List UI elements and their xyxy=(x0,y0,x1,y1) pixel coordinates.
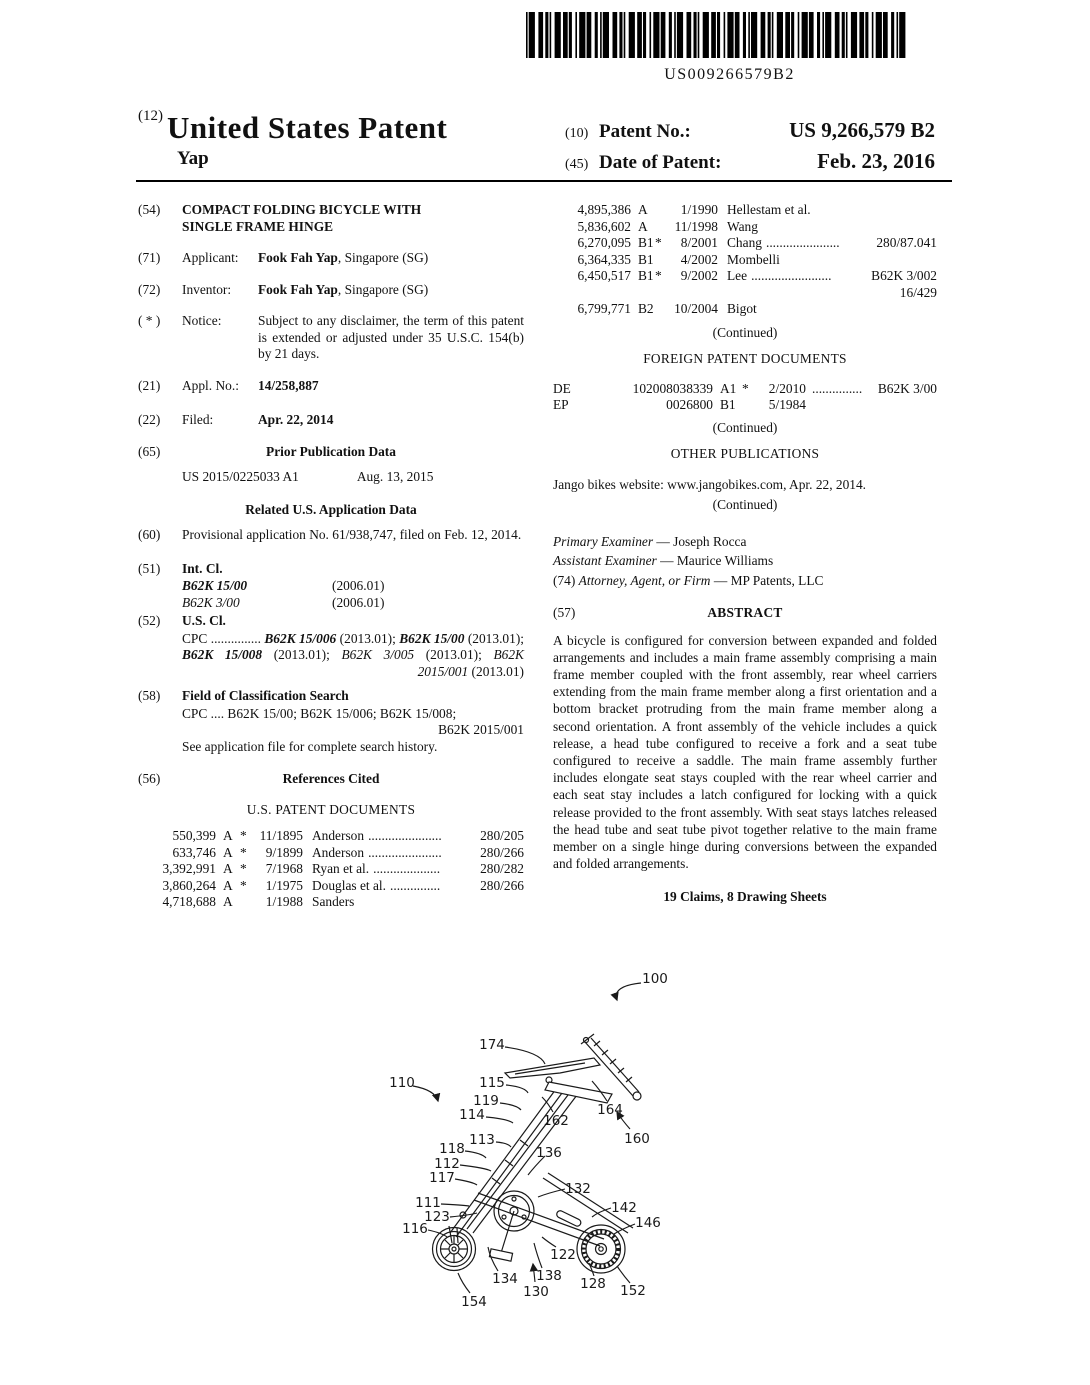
ref-class: 280/205 xyxy=(480,828,524,843)
figure-ref-label: 138 xyxy=(536,1268,562,1284)
search-cpc-line2: B62K 2015/001 xyxy=(438,722,524,737)
us-cl-heading: U.S. Cl. xyxy=(182,613,226,628)
ref-dots xyxy=(762,219,933,236)
ref-date: 7/1968 xyxy=(265,861,303,876)
ref-name: Wang xyxy=(727,218,758,234)
ref-kind: B1 xyxy=(638,251,654,267)
ref-dots xyxy=(761,301,933,318)
ref-number: 4,718,688 xyxy=(162,894,216,909)
ref-kind: B2 xyxy=(638,301,654,316)
related-app-heading: Related U.S. Application Data xyxy=(245,501,417,517)
figure-ref-label: 130 xyxy=(523,1284,549,1300)
tag-57: (57) xyxy=(553,605,576,620)
tag-71: (71) xyxy=(138,250,161,265)
figure-ref-label: 113 xyxy=(469,1132,495,1148)
filed-label: Filed: xyxy=(182,412,214,427)
ref-date: 4/2002 xyxy=(680,251,718,267)
ref-dots: ...................... xyxy=(368,828,442,843)
primary-examiner-line xyxy=(553,534,937,551)
applicant-label: Applicant: xyxy=(182,250,239,265)
ref-name: Chang xyxy=(727,235,762,250)
front-wheel xyxy=(433,1228,476,1271)
ref-number: 633,746 xyxy=(172,844,216,860)
us-reference-row xyxy=(138,861,524,878)
ref-kind: B1 xyxy=(638,268,654,283)
tag-45: (45) xyxy=(565,157,589,172)
assistant-examiner-label: Assistant Examiner xyxy=(553,553,657,568)
figure-ref-label: 116 xyxy=(402,1221,428,1237)
int-cl-version: (2006.01) xyxy=(332,578,385,593)
barcode-region xyxy=(522,12,937,84)
tag-star: ( * ) xyxy=(138,313,161,328)
int-cl-row xyxy=(182,595,524,612)
notice-label: Notice: xyxy=(182,313,222,328)
ref-number: 102008038339 xyxy=(632,380,713,396)
ref-star: * xyxy=(240,828,247,843)
prior-publication-heading: Prior Publication Data xyxy=(266,443,396,459)
figure-ref-label: 162 xyxy=(543,1113,569,1129)
ref-date: 1/1990 xyxy=(680,202,718,217)
ref-date: 1/1988 xyxy=(265,894,303,909)
tag-52: (52) xyxy=(138,613,161,628)
us-reference-row xyxy=(553,219,937,236)
continued-note: (Continued) xyxy=(712,497,778,512)
cpc-classification-text: CPC ............... B62K 15/006 (2013.01); B62K 15/00 (2013.01); B62K 15/008 (2013.01); B62K 3/005 (2013.01); B62K 2015/001 (2013.01) xyxy=(182,630,524,679)
figure-region xyxy=(368,948,732,1332)
header-right xyxy=(565,118,935,180)
assistant-examiner-name: — Maurice Williams xyxy=(660,553,774,568)
ref-number: 3,392,991 xyxy=(162,861,216,876)
attorney-label: Attorney, Agent, or Firm xyxy=(578,572,711,588)
figure-ref-label: 160 xyxy=(624,1131,650,1147)
field-51-int-cl xyxy=(138,561,524,578)
figure-ref-label: 114 xyxy=(459,1107,485,1123)
header-left xyxy=(138,108,447,170)
ref-kind: A xyxy=(223,894,233,909)
field-search-heading: Field of Classification Search xyxy=(182,688,349,703)
ref-name: Anderson xyxy=(312,844,365,860)
int-cl-row xyxy=(182,578,524,595)
ref-star xyxy=(655,301,668,318)
ref-number: 6,270,095 xyxy=(577,235,631,250)
us-reference-row xyxy=(138,845,524,862)
search-history-note: See application file for complete search history. xyxy=(182,738,438,754)
other-publications-heading: OTHER PUBLICATIONS xyxy=(670,446,820,461)
ref-number: 0026800 xyxy=(666,397,713,412)
field-60-provisional xyxy=(138,527,524,544)
ref-country: EP xyxy=(553,397,569,412)
barcode-number: US009266579B2 xyxy=(664,66,795,83)
ref-kind: A xyxy=(638,218,648,234)
us-reference-row xyxy=(553,268,937,285)
int-cl-version: (2006.01) xyxy=(332,594,385,610)
ref-star: * xyxy=(742,380,749,396)
invention-title: COMPACT FOLDING BICYCLE WITH SINGLE FRAME HINGE xyxy=(182,202,422,234)
ref-name: Bigot xyxy=(727,301,757,316)
patent-date-label: Date of Patent: xyxy=(599,152,722,173)
ref-name: Sanders xyxy=(312,894,355,909)
foreign-patent-documents-heading: FOREIGN PATENT DOCUMENTS xyxy=(643,351,847,366)
ref-star xyxy=(655,219,668,236)
claims-drawing-sheets-line: 19 Claims, 8 Drawing Sheets xyxy=(663,889,827,905)
figure-ref-label: 118 xyxy=(439,1141,465,1157)
tag-56: (56) xyxy=(138,771,161,786)
attorney-name: — MP Patents, LLC xyxy=(713,572,824,588)
field-65-heading-row xyxy=(138,444,524,461)
applicant-location: , Singapore (SG) xyxy=(337,250,429,265)
ref-date: 9/1899 xyxy=(265,844,303,860)
ref-date: 8/2001 xyxy=(680,235,718,250)
ref-name: Lee xyxy=(727,268,748,283)
page-title: United States Patent xyxy=(167,110,448,145)
ref-name: Mombelli xyxy=(727,251,780,267)
ref-number: 6,799,771 xyxy=(577,301,631,316)
abstract-heading: ABSTRACT xyxy=(707,605,783,620)
inventor-location: , Singapore (SG) xyxy=(337,281,429,297)
figure-ref-label: 111 xyxy=(415,1195,441,1211)
patent-date-row xyxy=(565,149,935,174)
ref-dots xyxy=(731,285,896,302)
barcode-image xyxy=(524,12,936,60)
ref-class: B62K 3/00 xyxy=(877,380,937,396)
field-71-applicant xyxy=(138,250,524,267)
tag-74: (74) xyxy=(553,572,576,588)
ref-number: 3,860,264 xyxy=(162,877,216,893)
ref-date: 10/2004 xyxy=(674,301,718,316)
ref-dots: .................... xyxy=(373,861,441,876)
figure-ref-label: 123 xyxy=(424,1209,450,1225)
ref-kind: A xyxy=(223,877,233,893)
figure-ref-label: 134 xyxy=(492,1271,518,1287)
ref-country: DE xyxy=(553,380,571,396)
ref-class: 280/282 xyxy=(480,861,524,876)
figure-ref-label: 115 xyxy=(479,1075,505,1091)
ref-date: 11/1998 xyxy=(674,218,718,234)
us-patent-documents-heading: U.S. PATENT DOCUMENTS xyxy=(246,801,416,817)
ref-number: 4,895,386 xyxy=(577,202,631,217)
publication-number: US 2015/0225033 A1 xyxy=(182,469,299,484)
figure-ref-label: 128 xyxy=(580,1276,606,1292)
ref-class: 280/87.041 xyxy=(876,235,937,250)
field-notice xyxy=(138,313,524,363)
int-cl-heading: Int. Cl. xyxy=(182,560,223,576)
ref-number: 6,364,335 xyxy=(577,251,631,267)
tag-10: (10) xyxy=(565,126,589,141)
prior-publication-row xyxy=(182,469,524,486)
applicant-value xyxy=(258,250,524,267)
saddle xyxy=(505,1058,600,1083)
ref-date xyxy=(668,285,718,302)
us-reference-row xyxy=(553,202,937,219)
ref-class-continuation: 16/429 xyxy=(899,284,937,300)
ref-star xyxy=(742,397,754,414)
ref-date: 1/1975 xyxy=(265,877,303,893)
foreign-reference-row xyxy=(553,397,937,414)
figure-ref-label: 119 xyxy=(473,1093,499,1109)
us-reference-row xyxy=(553,235,937,252)
ref-date: 5/1984 xyxy=(768,397,806,412)
field-21-appl-no xyxy=(138,378,524,395)
ref-kind: A xyxy=(223,861,233,876)
abstract-heading-row xyxy=(553,605,937,622)
search-cpc-line1: CPC .... B62K 15/00; B62K 15/006; B62K 15/008; xyxy=(182,705,457,721)
ref-star: * xyxy=(655,235,662,250)
primary-examiner-name: — Joseph Rocca xyxy=(656,533,747,549)
inventor-label: Inventor: xyxy=(182,281,232,297)
foreign-reference-row xyxy=(553,381,937,398)
ref-name: Anderson xyxy=(312,828,365,843)
field-54-title xyxy=(138,202,468,235)
ref-class: 280/266 xyxy=(480,877,524,893)
figure-ref-label: 174 xyxy=(479,1037,505,1053)
header-divider xyxy=(136,180,952,182)
figure-ref-label: 117 xyxy=(429,1170,455,1186)
other-publication-entry: Jango bikes website: www.jangobikes.com, Apr. 22, 2014. xyxy=(553,476,867,492)
ref-name: Ryan et al. xyxy=(312,861,370,876)
ref-dots: ............... xyxy=(812,380,863,396)
kind-code-12: (12) xyxy=(138,108,163,124)
ref-date: 11/1895 xyxy=(259,828,303,843)
ref-dots: ...................... xyxy=(368,844,442,860)
continued-note: (Continued) xyxy=(712,419,778,435)
ref-star: * xyxy=(655,268,662,283)
patent-number-value: US 9,266,579 B2 xyxy=(789,118,935,142)
ref-dots xyxy=(812,397,931,414)
primary-examiner-label: Primary Examiner xyxy=(553,533,654,549)
field-52-us-cl xyxy=(138,613,524,630)
ref-kind: A xyxy=(638,202,648,217)
field-72-inventor xyxy=(138,282,524,299)
figure-ref-label: 154 xyxy=(461,1294,487,1310)
tag-58: (58) xyxy=(138,688,161,703)
ref-star xyxy=(240,894,253,911)
tag-54: (54) xyxy=(138,202,161,217)
tag-51: (51) xyxy=(138,560,161,576)
ref-number: 6,450,517 xyxy=(577,268,631,283)
ref-kind: B1 xyxy=(720,397,736,412)
right-column xyxy=(553,202,937,906)
ref-date: 9/2002 xyxy=(680,268,718,283)
figure-ref-label: 112 xyxy=(434,1156,460,1172)
attorney-line xyxy=(553,573,937,590)
figure-ref-label: 136 xyxy=(536,1145,562,1161)
figure-ref-label: 100 xyxy=(642,971,668,987)
publication-date: Aug. 13, 2015 xyxy=(356,469,434,484)
us-reference-row xyxy=(553,252,937,269)
ref-star: * xyxy=(240,844,247,860)
ref-dots xyxy=(358,894,520,911)
figure-ref-label: 132 xyxy=(565,1181,591,1197)
abstract-text: A bicycle is configured for conversion between expanded and folded arrangements and includes a main frame assembly comprising a main frame member coupled with the front assembly, rear wheel carriers extending from the main frame member along a first orientation and a bottom bracket protruding from the main frame member along a second orientation. A front assembly of the vehicle includes a quick release, a head tube configured to receive a fork and a seat tube configured to receive a saddle. The main frame assembly further includes elongate seat stays coupled with the rear wheel carrier and each seat stay includes a latch configured for locking with a quick release provided to the front assembly. With seat stays latches released the head tube and seat tube pivot together relative to the main frame member on a single hinge during conversions between the expanded and folded arrangements. xyxy=(553,632,937,872)
figure-drawing xyxy=(368,948,732,1332)
tag-72: (72) xyxy=(138,281,161,297)
ref-star xyxy=(655,252,668,269)
ref-date: 2/2010 xyxy=(768,380,806,396)
assistant-examiner-line xyxy=(553,553,937,570)
ref-star: * xyxy=(240,861,247,876)
notice-text: Subject to any disclaimer, the term of this patent is extended or adjusted under 35 U.S.C. 154(b) by 21 days. xyxy=(258,313,524,361)
figure-ref-label: 122 xyxy=(550,1247,576,1263)
ref-class: 280/266 xyxy=(480,844,524,860)
ref-number xyxy=(553,285,631,302)
ref-dots xyxy=(784,252,933,269)
us-reference-row xyxy=(553,285,937,302)
ref-star xyxy=(655,202,668,219)
continued-note: (Continued) xyxy=(712,324,778,340)
appl-no-label: Appl. No.: xyxy=(182,377,239,393)
figure-ref-label: 142 xyxy=(611,1200,637,1216)
ref-kind: A1 xyxy=(720,380,737,396)
field-56-heading-row xyxy=(138,771,524,788)
left-column xyxy=(138,202,524,911)
field-22-filed xyxy=(138,412,524,429)
inventor-surname: Yap xyxy=(177,148,209,169)
tag-22: (22) xyxy=(138,412,161,427)
ref-number: 550,399 xyxy=(172,828,216,843)
figure-ref-label: 164 xyxy=(597,1102,623,1118)
figure-ref-labels xyxy=(389,971,668,1310)
ref-star: * xyxy=(240,877,247,893)
appl-no-value: 14/258,887 xyxy=(258,377,319,393)
applicant-name: Fook Fah Yap xyxy=(258,250,338,265)
ref-kind xyxy=(638,285,655,302)
provisional-text: Provisional application No. 61/938,747, filed on Feb. 12, 2014. xyxy=(182,527,522,542)
ref-kind: A xyxy=(223,828,233,843)
references-cited-heading: References Cited xyxy=(282,771,380,786)
ref-number: 5,836,602 xyxy=(577,218,631,234)
figure-ref-label: 146 xyxy=(635,1215,661,1231)
us-reference-row xyxy=(138,878,524,895)
ref-dots: ............... xyxy=(390,877,441,893)
ref-dots: ...................... xyxy=(765,235,840,250)
tag-21: (21) xyxy=(138,377,161,393)
patent-date-value: Feb. 23, 2016 xyxy=(817,149,935,173)
ref-dots xyxy=(815,202,933,219)
int-cl-code: B62K 3/00 xyxy=(182,594,240,610)
ref-star xyxy=(655,285,668,302)
inventor-value xyxy=(258,282,524,299)
filed-value: Apr. 22, 2014 xyxy=(258,412,334,427)
field-58-search xyxy=(138,688,524,705)
ref-name: Douglas et al. xyxy=(312,877,387,893)
chainring-and-pedal xyxy=(489,1191,534,1261)
ref-kind: A xyxy=(223,844,233,860)
ref-dots: ........................ xyxy=(751,268,832,283)
figure-ref-label: 152 xyxy=(620,1283,646,1299)
tag-65: (65) xyxy=(138,443,161,459)
inventor-name: Fook Fah Yap xyxy=(258,281,338,297)
patent-number-row xyxy=(565,118,935,143)
us-reference-row xyxy=(138,828,524,845)
us-reference-row xyxy=(138,894,524,911)
tag-60: (60) xyxy=(138,527,161,542)
figure-ref-label: 110 xyxy=(389,1075,415,1091)
patent-number-label: Patent No.: xyxy=(599,121,691,142)
hinge-link xyxy=(545,1082,612,1103)
ref-name: Hellestam et al. xyxy=(727,202,811,217)
int-cl-code: B62K 15/00 xyxy=(182,578,248,593)
ref-kind: B1 xyxy=(638,235,654,250)
ref-class: B62K 3/002 xyxy=(871,268,937,283)
us-reference-row xyxy=(553,301,937,318)
